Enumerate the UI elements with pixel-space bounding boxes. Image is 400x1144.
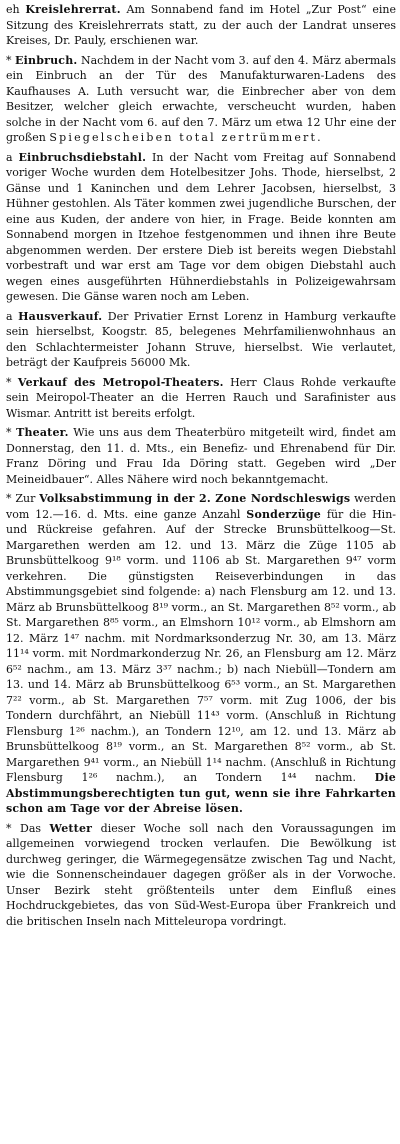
article-text: Herr Claus Rohde verkaufte sein Meiropol-Theater an die Herren Rauch und Sarafinister aus Wismar. Antritt ist bereits erfolgt. <box>6 375 396 420</box>
article-text: a <box>6 150 19 164</box>
spaced-emphasis: Spiegelscheiben total zertrümmert. <box>49 131 323 144</box>
article-einbruch <box>6 53 396 146</box>
article-text: Nachdem in der Nacht vom 3. auf den 4. März abermals ein Einbruch an der Tür des Manufakturwaren-Ladens des Kaufhauses A. Luth versucht war, die Einbrecher aber von dem Besitzer, welcher gleich erwachte, verscheucht wurden, haben solche in der Nacht vom 6. auf den 7. März um etwa 12 Uhr eine der großen <box>6 53 397 144</box>
article-text: Am Sonnabend fand im Hotel „Zur Post“ eine Sitzung des Kreislehrerrats statt, zu der auch der Landrat unseres Kreises, Dr. Pauly, erschienen war. <box>6 3 397 47</box>
article-heading: Sonderzüge <box>246 507 321 521</box>
article-text: Wie uns aus dem Theaterbüro mitgeteilt wird, findet am Donnerstag, den 11. d. Mts., ein Benefiz- und Ehrenabend für Dir. Franz Döring und Frau Ida Döring statt. Gegeben wird „Der Meineidbauer“. Alles Nähere wird noch bekanntgemacht. <box>6 426 397 486</box>
article-heading: Einbruch. <box>15 53 78 67</box>
article-text: * <box>6 426 17 439</box>
article-hausverkauf <box>6 309 396 371</box>
article-text: für die Hin- und Rückreise gefahren. Auf der Strecke Brunsbüttelkoog—St. Margarethen werden am 12. und 13. März die Züge 1105 ab Brunsbüttelkoog 9¹⁸ vorm. und 1106 ab St. Margarethen 9⁴⁷ vorm verkehren. Die günstigsten Reiseverbindungen in das Abstimmungsgebiet sind folgende: a) nach Flensburg am 12. und 13. März ab Brunsbüttelkoog 8¹⁹ vorm., an St. Margarethen 8⁵² vorm., ab St. Margarethen 8⁸⁵ vorm., an Elmshorn 10¹² vorm., ab Elmshorn am 12. März 1⁴⁷ nachm. mit Nordmarksonderzug Nr. 30, am 13. März 11¹⁴ vorm. mit Nordmarkonderzug Nr. 26, an Flensburg am 12. März 6⁵² nachm., am 13. März 3³⁷ nachm.; b) nach Niebüll—Tondern am 13. und 14. März ab Brunsbüttelkoog 6⁵³ vorm., an St. Margarethen 7²² vorm., ab St. Margarethen 7⁵⁷ vorm. mit Zug 1006, der bis Tondern durchfährt, an Niebüll 11⁴³ vorm. (Anschluß in Richtung Flensburg 1²⁶ nachm.), an Tondern 12¹⁰, am 12. und 13. März ab Brunsbüttelkoog 8¹⁹ vorm., an St. Margarethen 8⁵² vorm., ab St. Margarethen 9⁴¹ vorm., an Niebüll 1¹⁴ nachm. (Anschluß in Richtung Flensburg 1²⁶ nachm.), an Tondern 1⁴⁴ nachm. <box>6 507 396 784</box>
article-heading: Wetter <box>49 821 93 835</box>
article-heading: Hausverkauf. <box>18 309 103 323</box>
article-heading: Die Abstimmungsberechtigten tun gut, wenn sie ihre Fahrkarten schon am Tage vor der Abreise lösen. <box>6 771 396 815</box>
article-heading: Verkauf des Metropol-Theaters. <box>17 375 224 389</box>
article-volksabstimmung <box>6 491 396 817</box>
article-text: werden vom 12.—16. d. Mts. eine ganze Anzahl <box>6 492 396 521</box>
article-text: In der Nacht vom Freitag auf Sonnabend voriger Woche wurden dem Hotelbesitzer Johs. Thode, hierselbst, 2 Gänse und 1 Kaninchen und dem Lehrer Jacobsen, hierselbst, 3 Hühner gestohlen. Als Täter kommen zwei jugendliche Burschen, der eine aus Kuden, der andere von hier, in Frage. Beide konnten am Sonnabend morgen in Itzehoe festgenommen und ihnen ihre Beute abgenommen werden. Der erstere Dieb ist bereits wegen Diebstahl vorbestraft und war erst am Tage vor dem obigen Diebstahl auch wegen eines ausgeführten Hühnerdiebstahls in Polizeigewahrsam gewesen. Die Gänse waren noch am Leben. <box>6 150 396 303</box>
article-heading: Einbruchsdiebstahl. <box>18 150 147 164</box>
article-text: * Das <box>6 821 50 835</box>
article-heading: Theater. <box>16 426 69 439</box>
article-text: eh <box>6 3 26 16</box>
article-einbruchsdiebstahl <box>6 150 396 305</box>
article-wetter <box>6 821 396 930</box>
article-text: a <box>6 309 19 323</box>
article-text: * <box>6 53 16 67</box>
article-text: * Zur <box>6 492 40 505</box>
article-theater <box>6 425 396 487</box>
article-kreislehrerrat <box>6 2 396 49</box>
article-heading: Kreislehrerrat. <box>25 3 121 16</box>
article-heading: Volksabstimmung in der 2. Zone Nordschleswigs <box>39 492 351 505</box>
article-metropol-theater <box>6 375 396 422</box>
article-text: dieser Woche soll nach den Voraussagungen im allgemeinen vorwiegend trocken verlaufen. Die Bewölkung ist durchweg geringer, die Wärmegegensätze zwischen Tag und Nacht, wie die Sonnenscheindauer dagegen größer als in der Vorwoche. Unser Bezirk steht größtenteils unter dem Einfluß eines Hochdruckgebietes, das von Süd-West-Europa über Frankreich und die britischen Inseln nach Mitteleuropa vordringt. <box>6 821 397 928</box>
article-text: * <box>6 375 18 389</box>
article-text: Der Privatier Ernst Lorenz in Hamburg verkaufte sein hierselbst, Koogstr. 85, belegenes Mehrfamilienwohnhaus an den Schlachtermeister Johann Struve, hierselbst. Wie verlautet, beträgt der Kaufpreis 56000 Mk. <box>6 309 397 369</box>
